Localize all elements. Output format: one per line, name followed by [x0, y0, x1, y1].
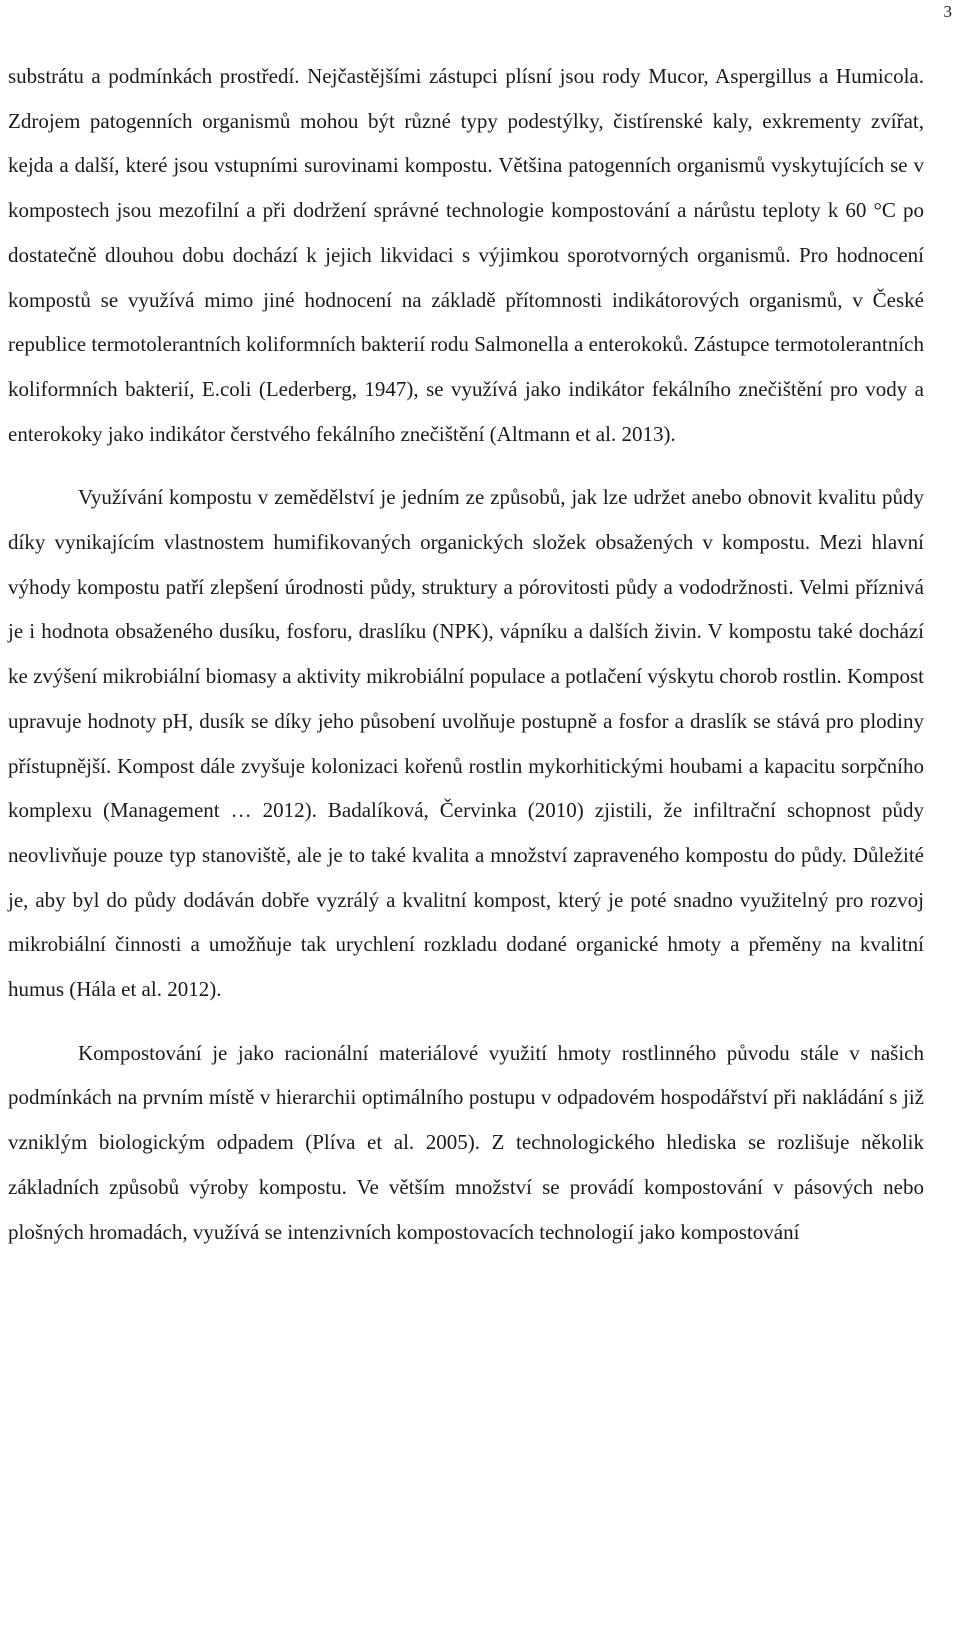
page-number: 3	[943, 2, 952, 21]
paragraph-compost-use-agriculture: Využívání kompostu v zemědělství je jedním ze způsobů, jak lze udržet anebo obnovit kvalitu půdy díky vynikajícím vlastnostem humifikovaných organických složek obsažených v kompostu. Mezi hlavní výhody kompostu patří zlepšení úrodnosti půdy, struktury a pórovitosti půdy a vododržnosti. Velmi příznivá je i hodnota obsaženého dusíku, fosforu, draslíku (NPK), vápníku a dalších živin. V kompostu také dochází ke zvýšení mikrobiální biomasy a aktivity mikrobiální populace a potlačení výskytu chorob rostlin. Kompost upravuje hodnoty pH, dusík se díky jeho působení uvolňuje postupně a fosfor a draslík se stává pro plodiny přístupnější. Kompost dále zvyšuje kolonizaci kořenů rostlin mykorhitickými houbami a kapacitu sorpčního komplexu (Management … 2012). Badalíková, Červinka (2010) zjistili, že infiltrační schopnost půdy neovlivňuje pouze typ stanoviště, ale je to také kvalita a množství zapraveného kompostu do půdy. Důležité je, aby byl do půdy dodáván dobře vyzrálý a kvalitní kompost, který je poté snadno využitelný pro rozvoj mikrobiální činnosti a umožňuje tak urychlení rozkladu dodané organické hmoty a přeměny na kvalitní humus (Hála et al. 2012).	[8, 485, 924, 1002]
paragraph-composting-technologies: Kompostování je jako racionální materiálové využití hmoty rostlinného původu stále v našich podmínkách na prvním místě v hierarchii optimálního postupu v odpadovém hospodářství při nakládání s již vzniklým biologickým odpadem (Plíva et al. 2005). Z technologického hlediska se rozlišuje několik základních způsobů výroby kompostu. Ve větším množství se provádí kompostování v pásových nebo plošných hromadách, využívá se intenzivních kompostovacích technologií jako kompostování	[8, 1040, 924, 1244]
paragraph-pathogens: substrátu a podmínkách prostředí. Nejčastějšími zástupci plísní jsou rody Mucor, Aspergillus a Humicola. Zdrojem patogenních organismů mohou být různé typy podestýlky, čistírenské kaly, exkrementy zvířat, kejda a další, které jsou vstupními surovinami kompostu. Většina patogenních organismů vyskytujících se v kompostech jsou mezofilní a při dodržení správné technologie kompostování a nárůstu teploty k 60 °C po dostatečně dlouhou dobu dochází k jejich likvidaci s výjimkou sporotvorných organismů. Pro hodnocení kompostů se využívá mimo jiné hodnocení na základě přítomnosti indikátorových organismů, v České republice termotolerantních koliformních bakterií rodu Salmonella a enterokoků. Zástupce termotolerantních koliformních bakterií, E.coli (Lederberg, 1947), se využívá jako indikátor fekálního znečištění pro vody a enterokoky jako indikátor čerstvého fekálního znečištění (Altmann et al. 2013).	[8, 64, 924, 446]
document-body	[8, 54, 924, 1254]
